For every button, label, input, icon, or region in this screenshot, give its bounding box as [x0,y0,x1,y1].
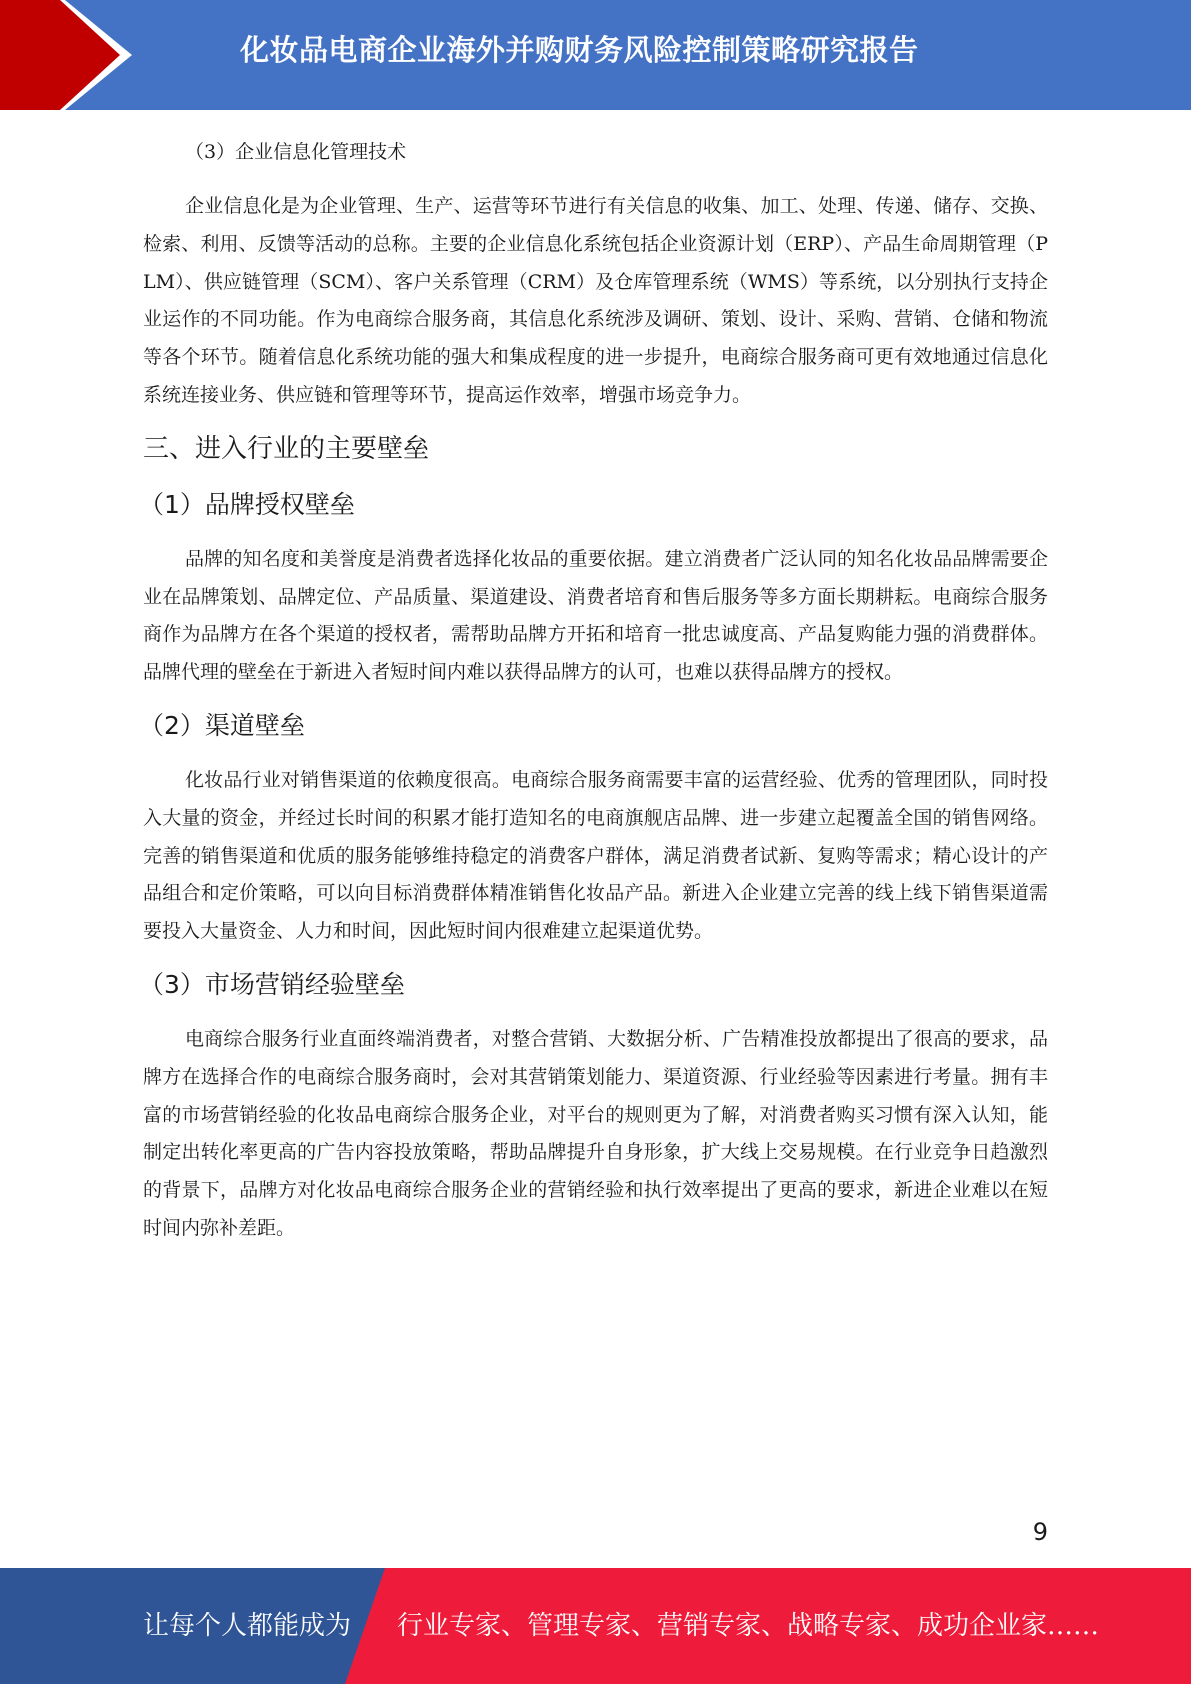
info-tech-paragraph: 企业信息化是为企业管理、生产、运营等环节进行有关信息的收集、加工、处理、传递、储存、交换、检索、利用、反馈等活动的总称。主要的企业信息化系统包括企业资源计划（ERP）、产品生命周期管理（PLM）、供应链管理（SCM）、客户关系管理（CRM）及仓库管理系统（WMS）等系统，以分别执行支持企业运作的不同功能。作为电商综合服务商，其信息化系统涉及调研、策划、设计、采购、营销、仓储和物流等各个环节。随着信息化系统功能的强大和集成程度的进一步提升，电商综合服务商可更有效地通过信息化系统连接业务、供应链和管理等环节，提高运作效率，增强市场竞争力。 [143,195,1048,406]
page-number: 9 [1032,1518,1048,1546]
channel-barrier-paragraph: 化妆品行业对销售渠道的依赖度很高。电商综合服务商需要丰富的运营经验、优秀的管理团队，同时投入大量的资金，并经过长时间的积累才能打造知名的电商旗舰店品牌、进一步建立起覆盖全国的销售网络。完善的销售渠道和优质的服务能够维持稳定的消费客户群体，满足消费者试新、复购等需求；精心设计的产品组合和定价策略，可以向目标消费群体精准销售化妆品产品。新进入企业建立完善的线上线下销售渠道需要投入大量资金、人力和时间，因此短时间内很难建立起渠道优势。 [143,768,1048,943]
channel-barrier-heading: （2）渠道壁垒 [139,710,305,740]
page-content [139,134,1048,1262]
brand-barrier-heading: （1）品牌授权壁垒 [139,489,355,519]
page-footer [0,1568,1191,1684]
barriers-heading: 三、进入行业的主要壁垒 [143,433,430,464]
page-header [0,0,1191,110]
header-chevron-icon [0,0,150,110]
document-title: 化妆品电商企业海外并购财务风险控制策略研究报告 [240,33,919,67]
marketing-barrier-paragraph: 电商综合服务行业直面终端消费者，对整合营销、大数据分析、广告精准投放都提出了很高的要求，品牌方在选择合作的电商综合服务商时，会对其营销策划能力、渠道资源、行业经验等因素进行考量。拥有丰富的市场营销经验的化妆品电商综合服务企业，对平台的规则更为了解，对消费者购买习惯有深入认知，能制定出转化率更高的广告内容投放策略，帮助品牌提升自身形象，扩大线上交易规模。在行业竞争日趋激烈的背景下，品牌方对化妆品电商综合服务企业的营销经验和执行效率提出了更高的要求，新进企业难以在短时间内弥补差距。 [143,1027,1048,1239]
footer-slogan-left: 让每个人都能成为 [143,1611,352,1641]
brand-barrier-paragraph: 品牌的知名度和美誉度是消费者选择化妆品的重要依据。建立消费者广泛认同的知名化妆品品牌需要企业在品牌策划、品牌定位、产品质量、渠道建设、消费者培育和售后服务等多方面长期耕耘。电商综合服务商作为品牌方在各个渠道的授权者，需帮助品牌方开拓和培育一批忠诚度高、产品复购能力强的消费群体。品牌代理的壁垒在于新进入者短时间内难以获得品牌方的认可，也难以获得品牌方的授权。 [143,547,1048,684]
info-tech-heading: （3）企业信息化管理技术 [185,141,407,163]
footer-slogan-right: 行业专家、管理专家、营销专家、战略专家、成功企业家…… [397,1611,1100,1641]
marketing-barrier-heading: （3）市场营销经验壁垒 [139,969,405,999]
